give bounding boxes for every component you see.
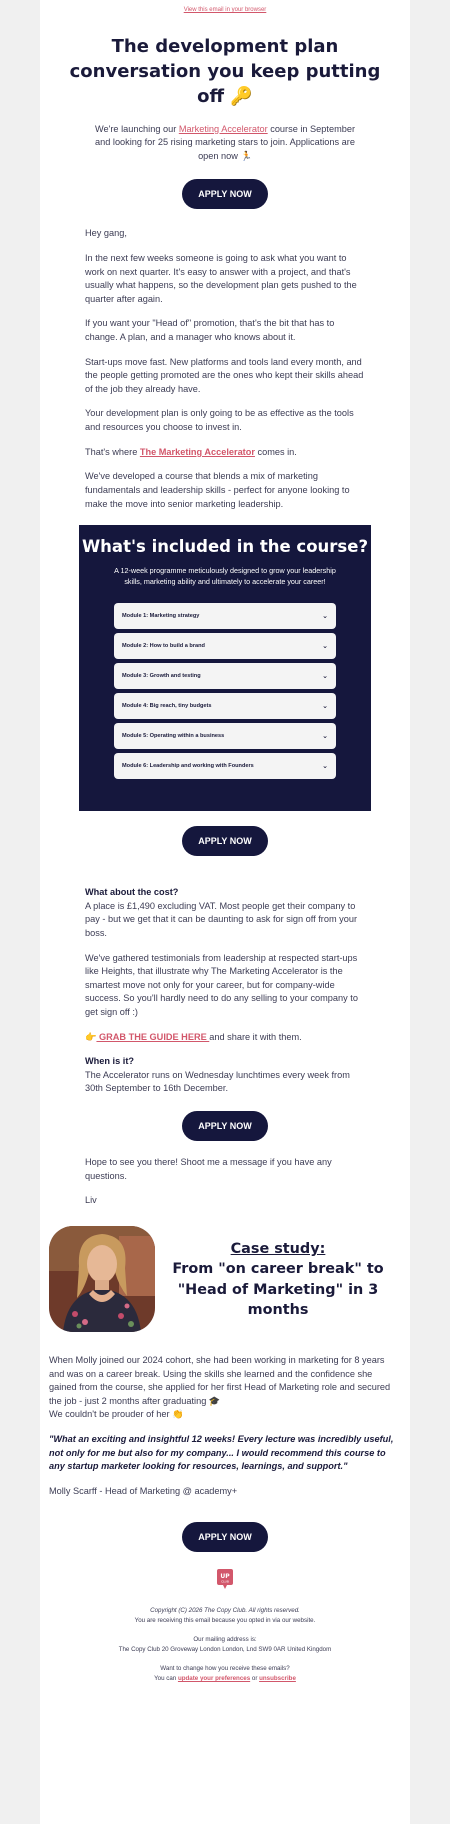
logo-text: UP	[220, 1573, 230, 1581]
marketing-accelerator-link[interactable]: Marketing Accelerator	[178, 123, 268, 134]
when-block	[85, 1055, 365, 1096]
hero-subtitle	[90, 123, 360, 164]
module-label: Module 3: Growth and testing	[122, 672, 201, 679]
footer	[40, 1568, 410, 1683]
apply-now-button-3[interactable]: APPLY NOW	[182, 1111, 268, 1141]
cost-section	[85, 886, 365, 1096]
module-accordion-6[interactable]	[114, 753, 336, 779]
cta-row-3	[40, 1111, 410, 1141]
signoff-name: Liv	[85, 1195, 97, 1206]
guide-line	[85, 1031, 365, 1045]
chevron-down-icon: ⌄	[322, 702, 328, 710]
cta-row-4	[40, 1522, 410, 1552]
testimonial-attribution: Molly Scarff - Head of Marketing @ academy+	[49, 1485, 238, 1496]
the-marketing-accelerator-link[interactable]: The Marketing Accelerator	[139, 446, 255, 457]
proud-text: We couldn't be prouder of her	[49, 1409, 170, 1420]
signoff-text: Hope to see you there! Shoot me a message if you have any questions.	[85, 1157, 332, 1181]
p5-before: That's where	[85, 446, 140, 457]
module-accordion-4[interactable]	[114, 693, 336, 719]
testimonial-quote: "What an exciting and insightful 12 weeks! Every lecture was incredibly useful, not only for me but also for my company... I would recommend this course to any startup marketer looking for resources, learnings, and support."	[49, 1433, 394, 1472]
mailing-address: The Copy Club 20 Groveway London London, Lnd SW9 0AR United Kingdom	[118, 1645, 332, 1653]
copyright: Copyright (C) 2026 The Copy Club. All rights reserved.	[150, 1606, 300, 1614]
intro-paragraph-5	[85, 446, 365, 460]
cta-row-2	[40, 826, 410, 856]
receiving-reason: You are receiving this email because you opted in via our website.	[134, 1616, 316, 1624]
pointing-hand-icon: 👉	[85, 1031, 97, 1042]
module-list	[114, 603, 336, 779]
graduation-cap-icon: 🎓	[208, 1395, 221, 1406]
chevron-down-icon: ⌄	[322, 612, 328, 620]
apply-now-button-2[interactable]: APPLY NOW	[182, 826, 268, 856]
module-accordion-2[interactable]	[114, 633, 336, 659]
cost-block	[85, 886, 365, 940]
view-in-browser-link[interactable]: View this email in your browser	[183, 7, 267, 13]
case-study-title	[155, 1226, 401, 1332]
greeting: Hey gang,	[85, 228, 127, 239]
course-title: What's included in the course?	[81, 537, 369, 557]
case-story-text: When Molly joined our 2024 cohort, she had been working in marketing for 8 years and was on a career break. Using the skills she learned and the confidence she gained from the course, she applied for her first Head of Marketing role and secured the job - just 2 months after graduating	[49, 1354, 391, 1406]
case-study-headline: From "on career break" to "Head of Marketing" in 3 months	[172, 1261, 384, 1319]
cta-row-1	[40, 179, 410, 209]
intro-paragraph-2: If you want your "Head of" promotion, that's the bit that has to change. A plan, and a manager who knows about it.	[85, 318, 335, 343]
cost-heading: What about the cost?	[85, 887, 179, 898]
module-accordion-3[interactable]	[114, 663, 336, 689]
apply-now-button-1[interactable]: APPLY NOW	[182, 179, 268, 209]
intro-paragraph-1: In the next few weeks someone is going to ask what you want to work on next quarter. It's easy to answer with a project, and that's usually what happens, so the development plan gets pushed to the quarter after again.	[85, 253, 357, 304]
case-story	[49, 1354, 401, 1422]
p5-after: comes in.	[254, 446, 297, 457]
cost-paragraph-1: A place is £1,490 excluding VAT. Most people get their company to pay - but we get that it can be daunting to ask for sign off from your boss.	[85, 900, 358, 938]
module-accordion-1[interactable]	[114, 603, 336, 629]
chevron-down-icon: ⌄	[322, 672, 328, 680]
intro-paragraph-4: Your development plan is only going to be as effective as the tools and resources you choose to invest in.	[85, 408, 354, 433]
case-study-label: Case study:	[230, 1240, 326, 1257]
apply-now-button-4[interactable]: APPLY NOW	[182, 1522, 268, 1552]
module-accordion-5[interactable]	[114, 723, 336, 749]
logo-sub: CLUB	[221, 1579, 229, 1584]
address-label: Our mailing address is:	[193, 1636, 257, 1644]
hero-sub-after: course in September and looking for 25 rising marketing stars to join. Applications are open now	[95, 123, 355, 161]
change-prompt: Want to change how you receive these emails?	[160, 1665, 290, 1673]
module-label: Module 1: Marketing strategy	[122, 612, 200, 619]
email-body	[40, 0, 410, 1824]
preferences-line	[40, 1674, 410, 1684]
hero-title-text: The development plan conversation you keep putting off	[69, 36, 381, 108]
course-subtitle: A 12-week programme meticulously designed to grow your leadership skills, marketing ability and ultimately to accelerate your career!	[114, 566, 336, 586]
clapping-hands-icon: 👏	[172, 1409, 184, 1420]
chevron-down-icon: ⌄	[322, 762, 328, 770]
case-study-header	[49, 1226, 401, 1332]
intro-text	[85, 227, 365, 511]
update-preferences-link[interactable]: update your preferences	[177, 1675, 251, 1683]
module-label: Module 5: Operating within a business	[122, 732, 225, 739]
you-can: You can	[154, 1675, 178, 1683]
unsubscribe-link[interactable]: unsubscribe	[259, 1675, 296, 1683]
runner-emoji-icon: 🏃	[240, 150, 252, 161]
when-text: The Accelerator runs on Wednesday lunchtimes every week from 30th September to 16th December.	[85, 1069, 350, 1094]
chevron-down-icon: ⌄	[322, 732, 328, 740]
hero-title	[60, 34, 390, 110]
key-emoji-icon: 🔑	[230, 86, 253, 108]
module-label: Module 6: Leadership and working with Founders	[122, 762, 254, 769]
course-overview-panel	[79, 525, 371, 811]
chevron-down-icon: ⌄	[322, 642, 328, 650]
intro-paragraph-6: We've developed a course that blends a mix of marketing fundamentals and leadership skills - perfect for anyone looking to make the move into senior marketing leadership.	[85, 471, 350, 509]
case-study-body	[49, 1354, 401, 1498]
hero-sub-before: We're launching our	[95, 123, 179, 134]
molly-photo	[49, 1226, 155, 1332]
module-label: Module 4: Big reach, tiny budgets	[122, 702, 212, 709]
cost-paragraph-2: We've gathered testimonials from leadership at respected start-ups like Heights, that illustrate why The Marketing Accelerator is the smartest move not only for your career, but for company-wide success. So you'll hardly need to do any selling to your company to get sign off :)	[85, 952, 358, 1018]
module-label: Module 2: How to build a brand	[122, 642, 205, 649]
grab-the-guide-link[interactable]: GRAB THE GUIDE HERE	[96, 1031, 210, 1042]
when-heading: When is it?	[85, 1056, 134, 1067]
intro-paragraph-3: Start-ups move fast. New platforms and tools land every month, and the people getting promoted are the ones who kept their skills ahead of the job they already have.	[85, 356, 364, 394]
copy-club-logo	[216, 1568, 234, 1590]
guide-after: and share it with them.	[209, 1031, 302, 1042]
signoff	[85, 1156, 365, 1208]
or-text: or	[250, 1675, 260, 1683]
